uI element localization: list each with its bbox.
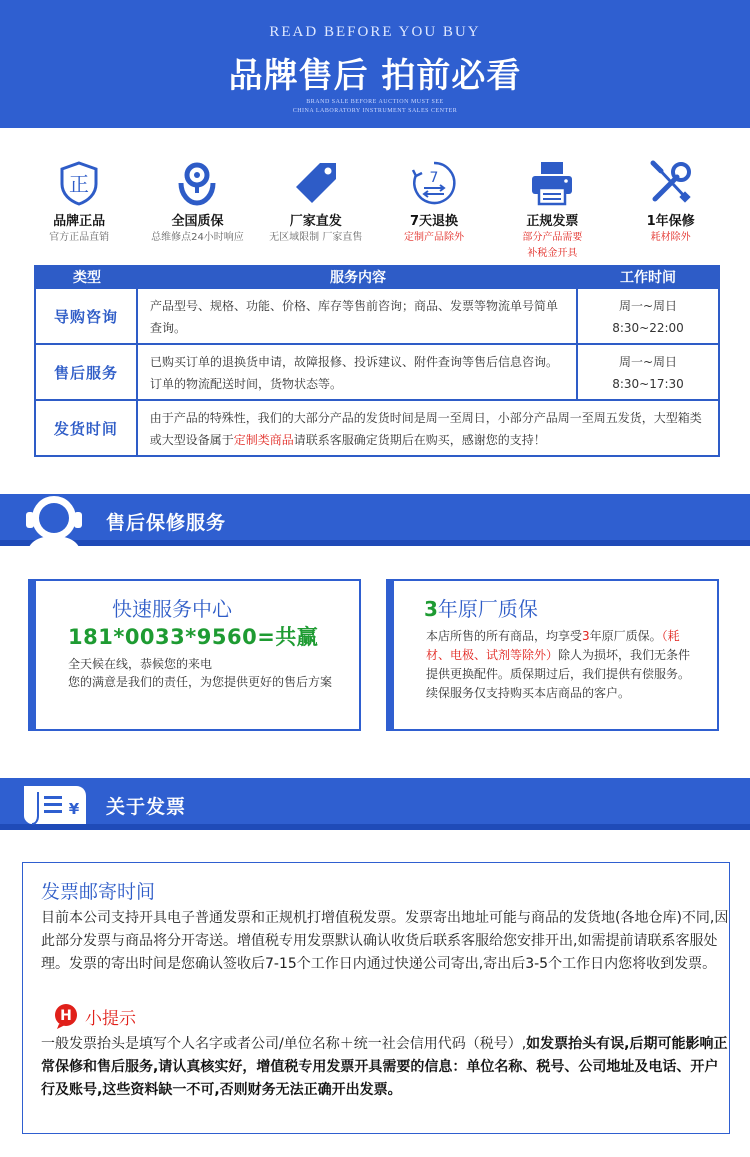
row-days: 周一~周日 (618, 299, 678, 313)
row-content: 产品型号、规格、功能、价格、库存等售前咨询；商品、发票等物流单号简单查询。 (138, 289, 578, 343)
feature-desc: 耗材除外 (650, 232, 691, 243)
section-title: 关于发票 (106, 796, 187, 818)
seven-day-return-icon (375, 158, 493, 208)
warranty-text-b: 年原厂质保。 (589, 629, 662, 643)
feature-name: 品牌正品 (53, 214, 106, 229)
tools-icon (611, 158, 729, 208)
printer-icon (493, 158, 611, 208)
row-type: 售后服务 (36, 345, 138, 399)
feature-name: 7天退换 (410, 214, 459, 229)
section-bar-underline (0, 540, 750, 546)
invoice-title: 发票邮寄时间 (41, 881, 156, 903)
banner-subtitle-2: CHINA LABORATORY INSTRUMENT SALES CENTER (292, 108, 458, 114)
tip-badge-letter: H (60, 1008, 72, 1024)
row-type: 导购咨询 (36, 289, 138, 343)
tag-icon (257, 158, 375, 208)
row-content (138, 401, 718, 455)
feature-name: 正规发票 (526, 214, 579, 229)
feature-name: 厂家直发 (289, 214, 342, 229)
feature-nationwide-warranty (138, 158, 256, 262)
banner-title: 品牌售后 拍前必看 (228, 56, 522, 96)
warranty-years: 3 (424, 597, 438, 621)
feature-brand-genuine (20, 158, 138, 262)
feature-desc: 定制产品除外 (404, 232, 465, 243)
warranty-text-a: 本店所售的所有商品，均享受 (426, 629, 583, 643)
row-days: 周一~周日 (618, 355, 678, 369)
quick-service-title: 快速服务中心 (112, 597, 232, 621)
row-type: 发货时间 (36, 401, 138, 455)
tip-body (41, 1033, 729, 1102)
svg-text:正: 正 (69, 172, 90, 196)
row-hours: 8:30~17:30 (612, 377, 684, 391)
tip-label: 小提示 (85, 1008, 136, 1029)
warranty-title (424, 593, 538, 622)
table-row-shipping (36, 399, 718, 455)
shipping-text-red: 定制类商品 (233, 433, 294, 447)
feature-official-invoice (493, 158, 611, 262)
tip-heading (53, 1003, 136, 1029)
feature-desc: 总维修点24小时响应 (151, 232, 244, 243)
feature-desc: 无区域限制 厂家直售 (269, 232, 363, 243)
banner-subtitle-1: BRAND SALE BEFORE AUCTION MUST SEE (306, 99, 444, 105)
feature-desc: 部分产品需要 (522, 232, 583, 243)
table-header (36, 267, 718, 287)
service-table (34, 265, 720, 457)
shipping-text-a: 由于产品的特殊性，我们的大部分产品的发货时间是周一至周日，小部分产品周一至周五发货，大型箱类或大型设备属于 (149, 411, 702, 447)
feature-row (20, 158, 730, 262)
feature-7-day-return (375, 158, 493, 262)
row-time (578, 289, 718, 343)
headset-agent-icon (20, 490, 88, 564)
seven-label: 7 (429, 170, 439, 186)
tip-text: 一般发票抬头是填写个人名字或者公司/单位名称＋统一社会信用代码（税号）, (41, 1036, 527, 1052)
quick-service-card (28, 579, 361, 731)
section-title: 售后保修服务 (106, 512, 227, 534)
warranty-text-num: 3 (582, 629, 590, 643)
map-pin-icon (138, 158, 256, 208)
feature-factory-direct (257, 158, 375, 262)
service-phone[interactable]: 181*0033*9560=共赢 (68, 625, 319, 649)
row-content: 已购买订单的退换货申请，故障报修、投诉建议、附件查询等售后信息咨询。订单的物流配送时间，货物状态等。 (138, 345, 578, 399)
header-content: 服务内容 (330, 270, 386, 286)
section-bar-underline (0, 824, 750, 830)
table-row (36, 343, 718, 399)
tip-badge-icon (53, 1003, 81, 1029)
quick-service-text (68, 655, 358, 691)
section-bar-service (0, 494, 750, 546)
feature-1-year-warranty (611, 158, 729, 262)
quick-service-line2: 您的满意是我们的责任，为您提供更好的售后方案 (68, 675, 333, 689)
section-bar-invoice (0, 778, 750, 830)
header-banner (0, 0, 750, 128)
header-hours: 工作时间 (620, 270, 676, 286)
quick-service-line1: 全天候在线，恭候您的来电 (68, 657, 213, 671)
shield-zheng-icon (20, 158, 138, 208)
banner-english-title: READ BEFORE YOU BUY (269, 24, 481, 40)
invoice-body: 目前本公司支持开具电子普通发票和正规机打增值税发票。发票寄出地址可能与商品的发货地(各地仓库)不同,因此部分发票与商品将分开寄送。增值税专用发票默认确认收货后联系客服给您安排开出,如需提前请联系客服处理。发票的寄出时间是您确认签收后7-15个工作日内通过快递公司寄出,寄出后3-5个工作日内您将收到发票。 (41, 910, 729, 972)
feature-desc: 官方正品直销 (49, 232, 110, 243)
warranty-card (386, 579, 719, 731)
svg-text:¥: ¥ (68, 800, 80, 818)
feature-desc-line2: 补税金开具 (527, 248, 578, 259)
row-time (578, 345, 718, 399)
row-hours: 8:30~22:00 (612, 321, 684, 335)
feature-name: 1年保修 (646, 214, 695, 229)
invoice-document-icon (20, 782, 90, 832)
invoice-info-panel (22, 862, 730, 1134)
shipping-text-b: 请联系客服确定货期后在购买，感谢您的支持！ (293, 433, 546, 447)
warranty-text-c: 除人为损坏，我们无条件提供更换配件。质保期过后，我们提供有偿服务。续保服务仅支持购买本店商品的客户。 (426, 648, 691, 700)
warranty-exclusions: （耗材、电极、试剂等除外） (426, 629, 680, 662)
header-type: 类型 (73, 270, 101, 286)
warranty-title-rest: 年原厂质保 (437, 597, 538, 621)
table-row (36, 287, 718, 343)
warranty-text (426, 627, 696, 703)
tip-bold-text: 如发票抬头有误,后期可能影响正常保修和售后服务,请认真核实好，增值税专用发票开具需要的信息：单位名称、税号、公司地址及电话、开户行及账号,这些资料缺一不可,否则财务无法正确开出发票。 (41, 1036, 728, 1098)
feature-name: 全国质保 (171, 214, 224, 229)
